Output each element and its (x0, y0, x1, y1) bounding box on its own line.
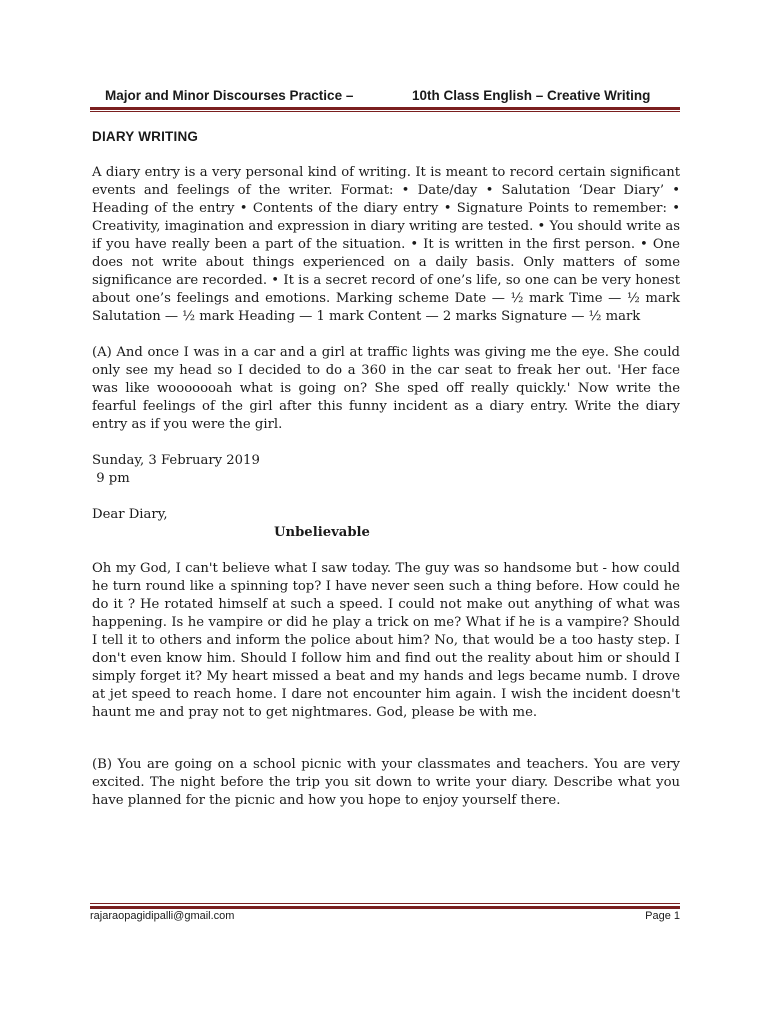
entry-time: 9 pm (92, 471, 130, 486)
question-b: (B) You are going on a school picnic with your classmates and teachers. You are very excited. The night before the trip you sit down to write your diary. Describe what you have planned for the picnic and how you hope to enjoy yourself there. (92, 757, 680, 808)
entry-salutation: Dear Diary, (92, 507, 168, 522)
footer-email: rajaraopagidipalli@gmail.com (90, 910, 235, 922)
header-right-text: 10th Class English – Creative Writing (412, 88, 651, 103)
page-header (90, 86, 680, 106)
footer-rule-thick (90, 906, 680, 909)
header-left-text: Major and Minor Discourses Practice – (105, 88, 354, 103)
section-title: DIARY WRITING (92, 129, 199, 144)
entry-body: Oh my God, I can't believe what I saw today. The guy was so handsome but - how could he turn round like a spinning top? I have never seen such a thing before. How could he do it ? He rotated himself at such a speed. I could not make out anything of what was happening. Is he vampire or did he play a trick on me? What if he is a vampire? Should I tell it to others and inform the police about him? No, that would be a too hasty step. I don't even know him. Should I follow him and find out the reality about him or should I simply forget it? My heart missed a beat and my hands and legs became numb. I drove at jet speed to reach home. I dare not encounter him again. I wish the incident doesn't haunt me and pray not to get nightmares. God, please be with me. (92, 561, 680, 720)
question-a: (A) And once I was in a car and a girl at traffic lights was giving me the eye. She could only see my head so I decided to do a 360 in the car seat to freak her out. 'Her face was like wooooooah what is going on? She sped off really quickly.' Now write the fearful feelings of the girl after this funny incident as a diary entry. Write the diary entry as if you were the girl. (92, 345, 680, 432)
entry-date: Sunday, 3 February 2019 (92, 453, 260, 468)
header-rule-thick (90, 107, 680, 110)
footer-page-number: Page 1 (645, 910, 680, 922)
entry-title: Unbelievable (274, 525, 370, 540)
header-rule-thin (90, 111, 680, 112)
page-content (92, 128, 680, 810)
footer-rule-thin (90, 903, 680, 904)
intro-paragraph: A diary entry is a very personal kind of writing. It is meant to record certain significant events and feelings of the writer. Format: • Date/day • Salutation ‘Dear Diary’ • Heading of the entry • Contents of the diary entry • Signature Points to remember: • Creativity, imagination and expression in diary writing are tested. • You should write as if you have really been a part of the situation. • It is written in the first person. • One does not write about things experienced on a daily basis. Only matters of some significance are recorded. • It is a secret record of one’s life, so one can be very honest about one’s feelings and emotions. Marking scheme Date — ½ mark Time — ½ mark Salutation — ½ mark Heading — 1 mark Content — 2 marks Signature — ½ mark (92, 165, 680, 324)
